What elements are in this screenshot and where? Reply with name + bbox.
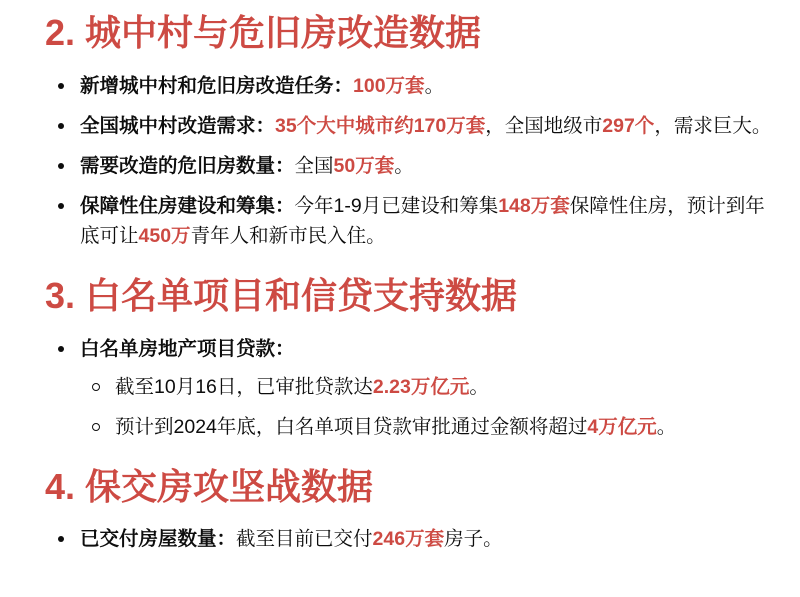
text-segment: 需要改造的危旧房数量： — [80, 154, 295, 177]
section-housing-delivery-data — [45, 464, 780, 555]
text-segment: 截至目前已交付 — [236, 528, 373, 551]
section-whitelist-credit-data — [45, 273, 780, 442]
highlight-value: 297个 — [602, 114, 655, 137]
text-segment: 今年1-9月已建设和筹集 — [294, 194, 499, 217]
list-item — [80, 334, 780, 442]
text-segment: 。 — [394, 154, 414, 177]
text-segment: 新增城中村和危旧房改造任务： — [80, 74, 354, 97]
highlight-value: 2.23万亿元 — [372, 375, 470, 398]
text-segment: 已交付房屋数量： — [80, 528, 237, 551]
text-segment: 。 — [469, 375, 489, 398]
text-segment: 全国城中村改造需求： — [80, 114, 276, 137]
text-segment: 房子。 — [444, 528, 503, 551]
highlight-value: 450万 — [138, 224, 191, 247]
highlight-value: 4万亿元 — [587, 415, 657, 438]
bullet-list — [45, 334, 780, 442]
bullet-list — [45, 524, 780, 554]
highlight-value: 50万套 — [333, 154, 395, 177]
bullet-list — [45, 71, 780, 251]
text-segment: 青年人和新市民入住。 — [190, 224, 386, 247]
list-item — [80, 524, 780, 554]
text-segment: 保障性住房建设和筹集： — [80, 194, 295, 217]
list-item — [80, 151, 780, 181]
section-heading: 4. 保交房攻坚战数据 — [45, 465, 374, 507]
text-segment: 预计到2024年底，白名单项目贷款审批通过金额将超过 — [115, 415, 588, 438]
list-item — [80, 111, 780, 141]
highlight-value: 246万套 — [372, 528, 445, 551]
sub-bullet-list — [80, 372, 780, 442]
text-segment: 截至10月16日，已审批贷款达 — [115, 375, 373, 398]
text-segment: 白名单房地产项目贷款： — [80, 337, 295, 360]
list-item — [80, 71, 780, 101]
section-heading: 2. 城中村与危旧房改造数据 — [45, 12, 482, 53]
highlight-value: 100万套 — [353, 74, 425, 97]
text-segment: ，全国地级市 — [485, 114, 603, 137]
text-segment: 全国 — [294, 154, 334, 177]
section-urban-village-data — [45, 10, 780, 251]
highlight-value: 35个大中城市约170万套 — [275, 114, 486, 137]
section-heading: 3. 白名单项目和信贷支持数据 — [45, 274, 518, 316]
text-segment: 。 — [656, 415, 677, 438]
highlight-value: 148万套 — [498, 194, 570, 217]
sub-list-item — [115, 372, 780, 402]
list-item — [80, 191, 780, 251]
text-segment: 保障性住房，预计到年底可让 — [80, 194, 765, 247]
text-segment: ，需求巨大。 — [654, 114, 772, 137]
text-segment: 。 — [424, 74, 445, 97]
sub-list-item — [115, 412, 780, 442]
